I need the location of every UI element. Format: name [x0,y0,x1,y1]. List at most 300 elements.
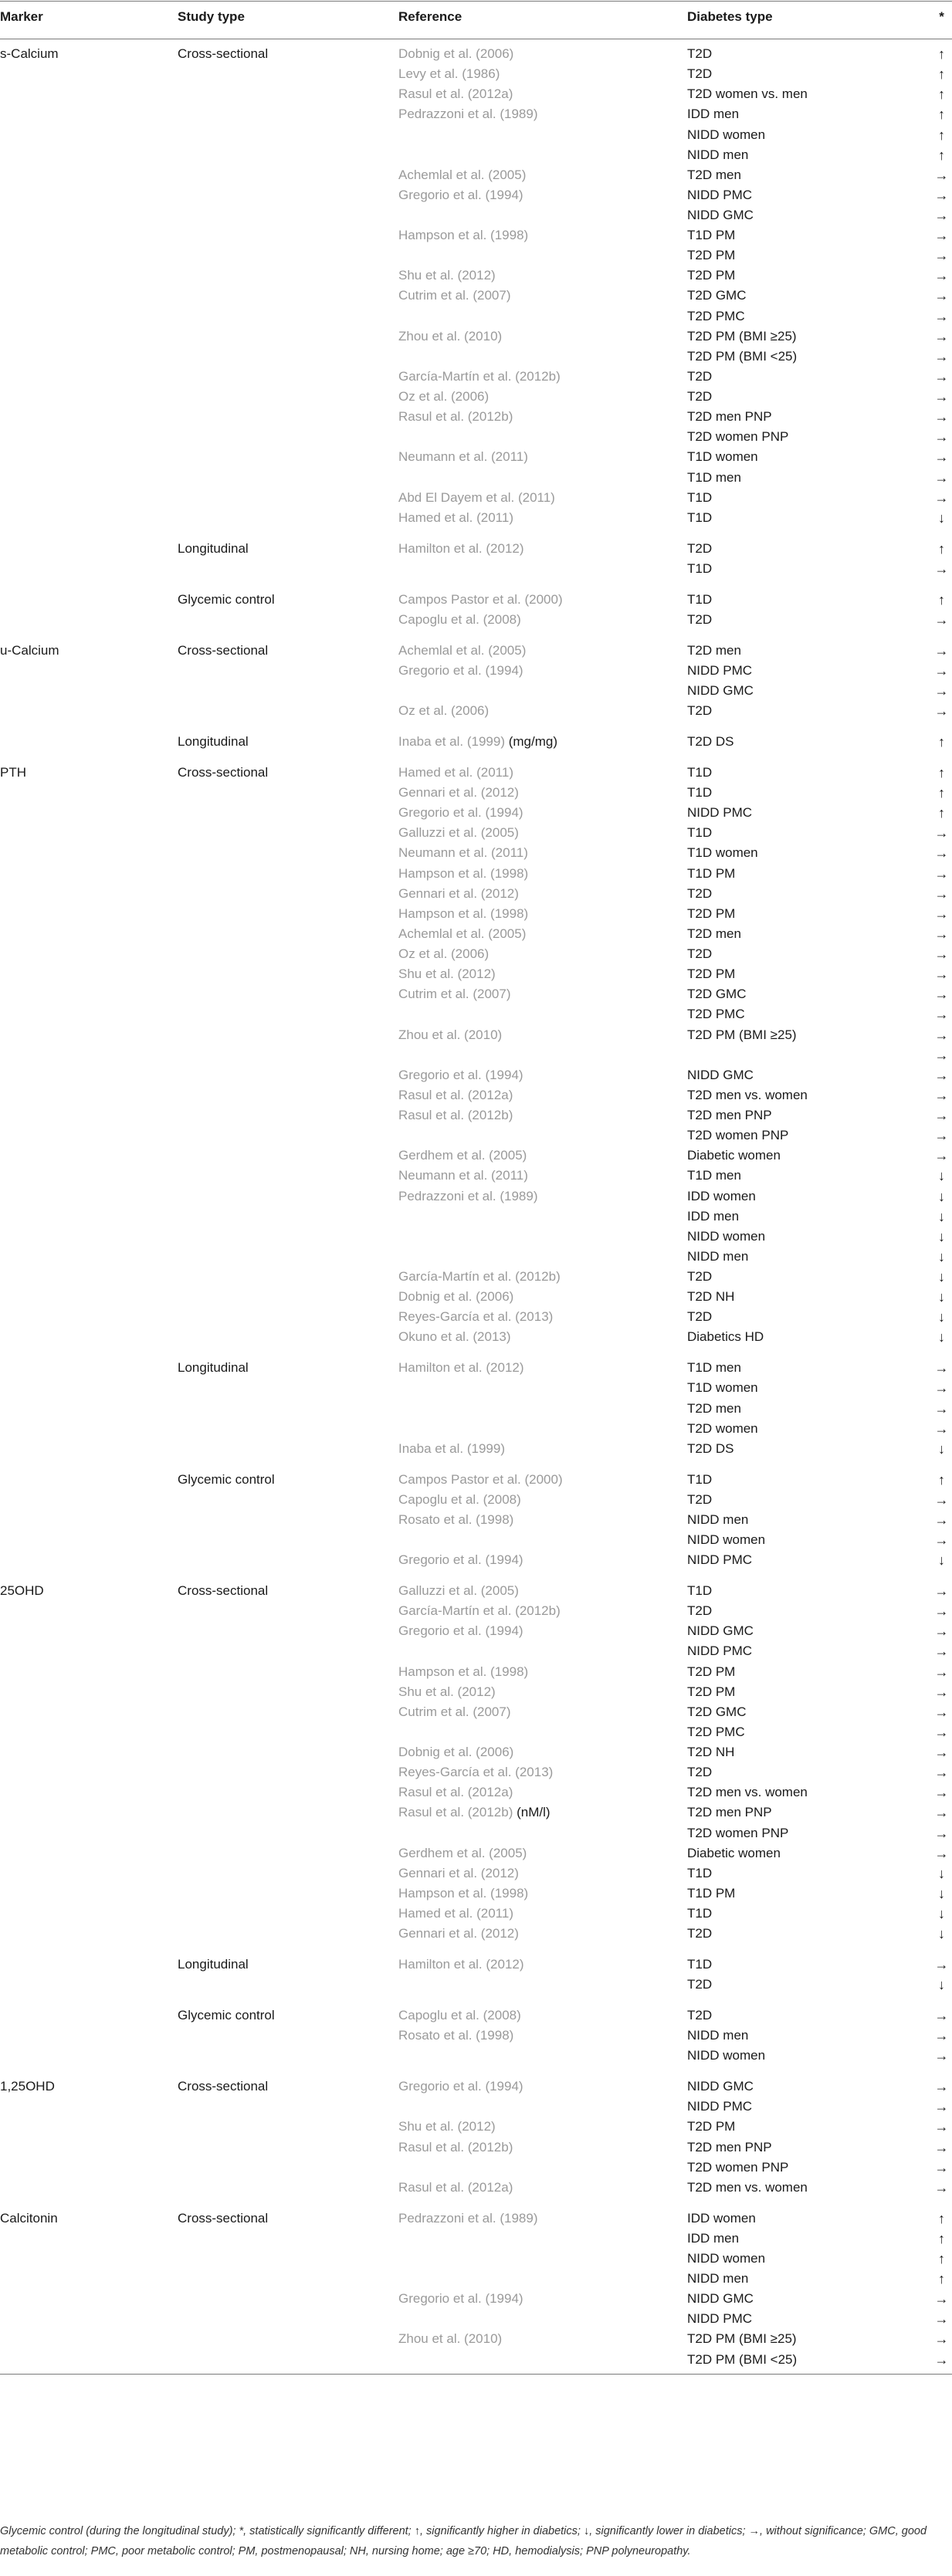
diabetes-type-cell: T2D DS [687,1440,734,1456]
diabetes-type-cell: T2D [687,540,713,556]
diabetes-type-cell: T2D PM (BMI <25) [687,2351,798,2367]
reference-cell [398,1845,527,1862]
diabetes-type-cell: NIDD women [687,1532,766,1547]
table-row [0,205,952,226]
diabetes-type-cell: NIDD women [687,2251,766,2266]
marker-cell: Calcitonin [0,2210,58,2226]
table-row [0,589,952,611]
diabetes-type-cell: NIDD GMC [687,683,754,698]
table-row [0,1509,952,1531]
reference-text: Rasul et al. (2012a) [398,1785,513,1800]
table-row [0,2328,952,2350]
significance-arrow: → [934,2331,949,2348]
significance-arrow: → [934,683,949,699]
table-row [0,802,952,824]
table-row [0,903,952,925]
diabetes-type-cell: IDD men [687,1208,740,1224]
diabetes-type-cell: T1D PM [687,1885,736,1901]
significance-arrow: → [934,1785,949,1801]
table-row [0,983,952,1005]
diabetes-type-cell: NIDD PMC [687,187,753,202]
significance-arrow: ↓ [938,1269,945,1285]
diabetes-type-cell: NIDD women [687,127,766,142]
reference-text: Oz et al. (2006) [398,703,490,719]
significance-arrow: ↓ [938,1289,945,1305]
significance-arrow: → [934,2179,949,2195]
reference-text: Hamilton et al. (2012) [398,1360,524,1376]
reference-cell [398,1764,553,1781]
table-row [0,1661,952,1683]
reference-cell [398,1147,527,1164]
significance-arrow: → [934,825,949,841]
reference-cell [398,1359,524,1376]
diabetes-type-cell: T2D [687,1926,713,1941]
reference-cell [398,187,523,204]
significance-arrow: ↑ [938,147,945,163]
reference-cell [398,1511,513,1528]
significance-arrow: → [934,288,949,304]
reference-text: Shu et al. (2012) [398,966,496,982]
table-row [0,507,952,529]
reference-text: Hampson et al. (1998) [398,905,529,921]
diabetes-type-cell: T2D PM [687,268,736,283]
table-row [0,346,952,367]
reference-cell [398,1067,523,1084]
diabetes-type-cell: T2D PM [687,966,736,982]
diabetes-type-cell: T1D [687,765,713,780]
table-row [0,1326,952,1348]
diabetes-type-cell: NIDD GMC [687,1067,754,1082]
diabetes-type-cell: IDD men [687,2230,740,2246]
significance-arrow: → [934,966,949,983]
reference-cell [398,946,489,963]
table-row [0,265,952,286]
diabetes-type-cell: T2D [687,885,713,901]
significance-arrow: → [934,1664,949,1680]
significance-arrow: → [934,1047,949,1063]
reference-text: García-Martín et al. (2012b) [398,1269,561,1284]
diabetes-type-cell: T2D [687,46,713,61]
diabetes-type-cell: T2D [687,1977,713,1992]
table-row [0,306,952,327]
diabetes-type-cell: NIDD men [687,2028,749,2043]
significance-arrow: → [934,208,949,223]
reference-text: Oz et al. (2006) [398,389,490,404]
significance-arrow: → [934,2351,949,2368]
reference-text: Rasul et al. (2012b) [398,409,513,425]
significance-arrow: → [934,1128,949,1144]
diabetes-type-cell: T1D women [687,449,758,465]
table-row [0,822,952,844]
reference-text: Gregorio et al. (1994) [398,805,523,821]
significance-arrow: ↑ [938,734,945,750]
diabetes-type-cell: T1D PM [687,228,736,243]
significance-arrow: → [934,489,949,506]
reference-text: Pedrazzoni et al. (1989) [398,2210,538,2226]
reference-cell [398,449,528,465]
significance-arrow: ↓ [938,1309,945,1325]
table-row [0,1024,952,1046]
table-row [0,762,952,784]
table-header [0,0,952,39]
table-row [0,1782,952,1803]
table-row [0,184,952,206]
reference-cell [398,926,526,943]
reference-cell [398,1268,561,1285]
diabetes-type-cell: T2D [687,368,713,384]
table-row [0,1620,952,1642]
diabetes-type-cell: T2D women [687,1420,758,1436]
reference-cell [398,2118,496,2135]
reference-cell [398,966,496,983]
table-row [0,1065,952,1086]
diabetes-type-cell: T2D [687,1765,713,1780]
reference-text: Gerdhem et al. (2005) [398,1845,527,1860]
significance-arrow: → [934,1583,949,1599]
table-row [0,1306,952,1328]
reference-cell [398,2078,523,2095]
table-row [0,2076,952,2097]
study-type-cell: Cross-sectional [178,2079,269,2094]
reference-text: Hamed et al. (2011) [398,509,513,525]
table-row [0,1742,952,1763]
marker-cell: s-Calcium [0,46,59,61]
significance-arrow: ↓ [938,1168,945,1184]
table-row [0,1398,952,1420]
reference-cell [398,1107,513,1124]
diabetes-type-cell: T2D women PNP [687,429,789,445]
reference-text: Galluzzi et al. (2005) [398,825,519,841]
table-row [0,2045,952,2067]
diabetes-type-cell: T2D men [687,1400,741,1416]
diabetes-type-cell: NIDD PMC [687,2099,753,2114]
significance-arrow: → [934,1845,949,1861]
diabetes-type-cell: T2D PM [687,2119,736,2134]
diabetes-type-cell: NIDD women [687,2048,766,2063]
reference-text: Shu et al. (2012) [398,268,496,283]
reference-cell [398,824,519,841]
diabetes-type-cell: T2D PM (BMI ≥25) [687,2331,797,2347]
unit-text: (mg/mg) [504,734,557,749]
significance-arrow: ↑ [938,2210,945,2226]
reference-text: Gregorio et al. (1994) [398,2291,523,2307]
table-row [0,1802,952,1823]
significance-arrow: → [934,409,949,425]
reference-text: Rasul et al. (2012a) [398,2179,513,2195]
study-type-cell: Cross-sectional [178,1583,269,1598]
significance-arrow: → [934,187,949,203]
diabetes-type-cell: NIDD men [687,2271,749,2287]
significance-arrow: ↑ [938,2230,945,2246]
diabetes-type-cell: Diabetic women [687,1148,781,1163]
table-footnote: Glycemic control (during the longitudinal study); *, statistically significantly different; ↑, significantly higher in diabetics; ↓, significantly lower in diabetics; →, without significance; GMC, good metabolic control; PMC, poor metabolic control; PM, postmenopausal; NH, nursing home; age ≥70; HD, hemodialysis; PNP polyneuropathy. [0,2525,927,2557]
table-row [0,1863,952,1884]
reference-cell [398,1471,563,1488]
reference-cell [398,1956,524,1973]
reference-text: Gennari et al. (2012) [398,885,519,901]
reference-cell [398,845,528,861]
reference-cell [398,885,519,902]
table-row [0,446,952,468]
reference-cell [398,106,538,123]
header-diabetes-type: Diabetes type [687,9,773,24]
significance-arrow: → [934,1007,949,1023]
significance-arrow: → [934,1623,949,1640]
reference-cell [398,784,519,801]
significance-arrow: → [934,845,949,861]
reference-text: Rasul et al. (2012a) [398,1087,513,1102]
marker-cell: PTH [0,765,26,780]
reference-cell [398,865,528,882]
significance-arrow: → [934,308,949,324]
reference-text: Achemlal et al. (2005) [398,167,527,182]
table-row [0,1529,952,1551]
reference-cell [398,1784,513,1801]
study-type-cell: Glycemic control [178,1471,275,1487]
reference-cell [398,489,555,506]
significance-arrow: ↑ [938,2251,945,2266]
reference-cell [398,1288,513,1305]
unit-text: (nM/l) [513,1805,551,1820]
table-row [0,1549,952,1571]
table-row [0,1883,952,1904]
reference-cell [398,591,563,608]
significance-arrow: ↑ [938,66,945,83]
table-row [0,1580,952,1602]
reference-text: Gerdhem et al. (2005) [398,1148,527,1163]
reference-text: Hamilton et al. (2012) [398,1957,524,1972]
reference-cell [398,267,496,284]
diabetes-type-cell: NIDD GMC [687,2079,754,2094]
table-row [0,467,952,489]
significance-arrow: → [934,1420,949,1437]
table-row [0,1600,952,1622]
reference-text: Gennari et al. (2012) [398,1926,519,1941]
study-type-cell: Glycemic control [178,2008,275,2023]
significance-arrow: → [934,2048,949,2064]
reference-text: Neumann et al. (2011) [398,1168,528,1183]
significance-arrow: → [934,1532,949,1548]
diabetes-type-cell: T2D men vs. women [687,2179,808,2195]
diabetes-type-cell: T2D men PNP [687,1108,772,1122]
header-reference: Reference [398,9,462,24]
study-type-cell: Glycemic control [178,591,275,607]
table-row [0,285,952,306]
significance-arrow: → [934,905,949,922]
reference-cell [398,1308,553,1325]
reference-text: Hampson et al. (1998) [398,1664,529,1679]
significance-arrow: → [934,2008,949,2023]
diabetes-type-cell: NIDD PMC [687,2311,753,2327]
reference-cell [398,642,526,659]
study-type-cell: Cross-sectional [178,2210,269,2226]
table-row [0,1357,952,1379]
significance-arrow: → [934,1067,949,1083]
table-row [0,1085,952,1106]
table-row [0,2288,952,2310]
significance-arrow: ↓ [938,1885,945,1901]
study-type-cell: Cross-sectional [178,765,269,780]
significance-arrow: → [934,2159,949,2175]
reference-cell [398,2290,523,2307]
table-row [0,225,952,246]
significance-arrow: → [934,1957,949,1972]
diabetes-type-cell: T2D [687,66,713,82]
significance-arrow: → [934,1745,949,1760]
table-row [0,1125,952,1146]
table-row [0,1701,952,1723]
diabetes-type-cell: T2D men PNP [687,409,772,425]
diabetes-type-cell: T1D [687,509,713,525]
significance-arrow: ↑ [938,86,945,103]
table-row [0,1145,952,1166]
diabetes-type-cell: NIDD GMC [687,208,754,222]
table-row [0,1469,952,1491]
reference-cell [398,804,523,821]
diabetes-type-cell: T2D PM [687,905,736,921]
significance-arrow: ↑ [938,1471,945,1488]
significance-arrow: → [934,1643,949,1660]
reference-text: Reyes-García et al. (2013) [398,1309,554,1325]
reference-text: Rasul et al. (2012a) [398,86,513,102]
reference-text: Gennari et al. (2012) [398,1865,519,1880]
table-row [0,538,952,560]
table-row [0,883,952,905]
significance-arrow: ↓ [938,1926,945,1942]
reference-text: Oz et al. (2006) [398,946,490,961]
diabetes-type-cell: NIDD GMC [687,2291,754,2307]
diabetes-type-cell: NIDD men [687,1511,749,1527]
table-row [0,963,952,985]
reference-cell [398,2139,513,2156]
reference-cell [398,540,524,557]
diabetes-type-cell: T2D PM [687,1684,736,1699]
significance-arrow: → [934,167,949,183]
table-row [0,1377,952,1399]
table-row [0,83,952,105]
diabetes-type-cell: IDD men [687,107,740,122]
diabetes-type-cell: T1D men [687,1168,741,1183]
reference-text: Gregorio et al. (1994) [398,1067,523,1082]
reference-cell [398,2007,521,2024]
significance-arrow: ↑ [938,591,945,608]
reference-text: Dobnig et al. (2006) [398,46,514,61]
diabetes-type-cell: NIDD GMC [687,1623,754,1639]
diabetes-type-cell: T1D [687,1906,713,1921]
table-row [0,1286,952,1308]
diabetes-type-cell: T2D GMC [687,1704,747,1719]
diabetes-type-cell: T2D NH [687,1289,735,1305]
significance-arrow: → [934,987,949,1003]
diabetes-type-cell: T2D women PNP [687,1825,789,1840]
table-row [0,2228,952,2249]
diabetes-type-cell: T1D women [687,1380,758,1396]
diabetes-type-cell: NIDD PMC [687,1643,753,1659]
table-row [0,2116,952,2138]
table-row [0,1226,952,1247]
header-study-type: Study type [178,9,245,24]
bottom-rule [0,2374,952,2375]
reference-cell [398,509,513,526]
reference-cell [398,388,489,405]
significance-arrow: → [934,1825,949,1841]
diabetes-type-cell: T1D [687,825,713,841]
diabetes-type-cell: T1D [687,489,713,505]
study-type-cell: Longitudinal [178,734,249,749]
reference-text: Campos Pastor et al. (2000) [398,591,563,607]
table-row [0,1266,952,1288]
table-row [0,1044,952,1066]
table-row [0,700,952,722]
diabetes-type-cell: T2D PM (BMI <25) [687,348,798,364]
significance-arrow: → [934,1724,949,1740]
diabetes-type-cell: T1D [687,591,713,607]
reference-cell [398,2027,513,2044]
diabetes-type-cell: T1D men [687,1360,741,1376]
reference-text: Hamilton et al. (2012) [398,540,524,556]
diabetes-type-cell: T2D PMC [687,1724,745,1739]
significance-arrow: ↓ [938,1906,945,1921]
diabetes-type-cell: T2D GMC [687,288,747,303]
reference-text: Gregorio et al. (1994) [398,1623,523,1639]
reference-text: Hampson et al. (1998) [398,228,529,243]
table-row [0,1489,952,1511]
reference-text: Galluzzi et al. (2005) [398,1583,519,1598]
table-row [0,426,952,448]
significance-arrow: → [934,1511,949,1528]
diabetes-type-cell: IDD women [687,1188,756,1203]
significance-arrow: → [934,1704,949,1720]
table-row [0,1246,952,1268]
table-row [0,2349,952,2371]
significance-arrow: ↓ [938,1440,945,1457]
reference-cell [398,2331,502,2348]
table-row [0,1681,952,1703]
table-row [0,680,952,702]
diabetes-type-cell: T2D PM [687,1664,736,1679]
reference-text: Neumann et al. (2011) [398,845,528,861]
significance-arrow: → [934,611,949,628]
table-row [0,386,952,408]
table-row [0,2005,952,2026]
reference-cell [398,227,528,244]
reference-cell [398,408,513,425]
diabetes-type-cell: NIDD women [687,1228,766,1244]
reference-cell [398,1885,528,1902]
significance-arrow: → [934,268,949,284]
table-row [0,103,952,125]
reference-text: García-Martín et al. (2012b) [398,1603,561,1619]
reference-cell [398,328,502,345]
study-type-cell: Longitudinal [178,1957,249,1972]
diabetes-type-cell: T2D women PNP [687,2159,789,2175]
reference-text: Gregorio et al. (1994) [398,187,523,202]
diabetes-type-cell: T1D [687,560,713,576]
reference-cell [398,1603,561,1620]
reference-text: Dobnig et al. (2006) [398,1745,514,1759]
reference-cell [398,1552,523,1569]
diabetes-type-cell: NIDD PMC [687,1552,753,1568]
reference-cell [398,1329,511,1346]
table-row [0,1640,952,1662]
significance-arrow: → [934,1027,949,1043]
diabetes-type-cell: NIDD men [687,1248,749,1264]
significance-arrow: ↓ [938,1228,945,1244]
table-row [0,2137,952,2158]
table-row [0,1954,952,1975]
diabetes-type-cell: Diabetic women [687,1845,781,1860]
reference-text: Shu et al. (2012) [398,2119,496,2134]
